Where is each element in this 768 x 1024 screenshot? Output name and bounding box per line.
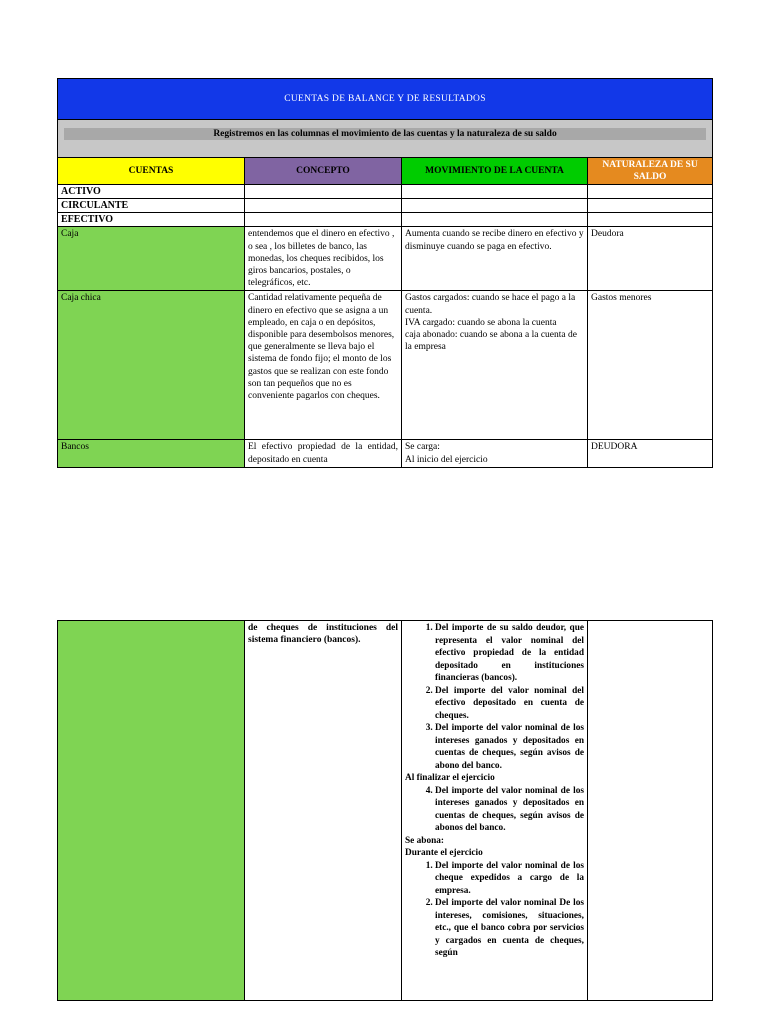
naturaleza-caja: Deudora xyxy=(588,227,713,291)
table-row xyxy=(58,227,713,291)
subtitle-bar xyxy=(58,120,713,158)
naturaleza-bancos-continued xyxy=(588,621,713,1001)
movimiento-bancos xyxy=(402,440,588,468)
column-header-cuentas: CUENTAS xyxy=(58,158,245,185)
concepto-caja-chica: Cantidad relativamente pequeña de dinero en efectivo que se asigna a un empleado, en caja o en depósitos, disponible para desembolsos menores, que generalmente se lleva bajo el sistema de fondo fijo; el monto de los gastos que se realizan con este fondo son tan pequeños que no es conveniente pagarlos con cheques. xyxy=(245,291,402,440)
table-row xyxy=(58,621,713,1001)
list-item: 1. Del importe del valor nominal de los cheque expedidos a cargo de la empresa. xyxy=(435,860,584,898)
balance-table xyxy=(57,78,713,468)
cargo-list-final xyxy=(405,785,584,835)
movimiento-bancos-continued xyxy=(402,621,588,1001)
movimiento-line: Al inicio del ejercicio xyxy=(405,454,488,465)
list-item: 1. Del importe de su saldo deudor, que representa el valor nominal del efectivo propiedad de la entidad depositado en instituciones financieras (bancos). xyxy=(435,622,584,685)
column-header-concepto: CONCEPTO xyxy=(245,158,402,185)
table-row xyxy=(58,291,713,440)
row-label-circulante: CIRCULANTE xyxy=(58,199,245,213)
abono-list xyxy=(405,860,584,960)
list-item: 4. Del importe del valor nominal de los intereses ganados y depositados en cuentas de cheques, según avisos de abonos del banco. xyxy=(435,785,584,835)
concepto-caja: entendemos que el dinero en efectivo , o sea , los billetes de banco, las monedas, los cheques recibidos, los giros bancarios, postales, o telegráficos, etc. xyxy=(245,227,402,291)
movimiento-caja: Aumenta cuando se recibe dinero en efectivo y disminuye cuando se paga en efectivo. xyxy=(402,227,588,291)
movimiento-line: Gastos cargados: cuando se hace el pago a la cuenta. xyxy=(405,293,576,316)
column-header-naturaleza: NATURALEZA DE SU SALDO xyxy=(588,158,713,185)
naturaleza-caja-chica: Gastos menores xyxy=(588,291,713,440)
row-label-efectivo: EFECTIVO xyxy=(58,213,245,227)
account-bancos-continued xyxy=(58,621,245,1001)
section-label: Durante el ejercicio xyxy=(405,848,483,858)
account-bancos: Bancos xyxy=(58,440,245,468)
movimiento-line: IVA cargado: cuando se abona la cuenta xyxy=(405,317,557,328)
list-item: 2. Del importe del valor nominal del efectivo depositado en cuenta de cheques. xyxy=(435,685,584,723)
section-label: Al finalizar el ejercicio xyxy=(405,773,495,783)
movimiento-line: caja abonado: cuando se abona a la cuenta de la empresa xyxy=(405,330,577,353)
section-label: Se abona: xyxy=(405,835,445,846)
list-item: 3. Del importe del valor nominal de los intereses ganados y depositados en cuentas de cheques, según avisos de abono del banco. xyxy=(435,722,584,772)
account-caja-chica: Caja chica xyxy=(58,291,245,440)
table-row xyxy=(58,440,713,468)
column-header-movimiento: MOVIMIENTO DE LA CUENTA xyxy=(402,158,588,185)
subtitle-text: Registremos en las columnas el movimiento de las cuentas y la naturaleza de su saldo xyxy=(64,128,706,140)
concepto-bancos-continued: de cheques de instituciones del sistema financiero (bancos). xyxy=(245,621,402,1001)
continuation-table xyxy=(57,620,713,1001)
list-item: 2. Del importe del valor nominal De los intereses, comisiones, situaciones, etc., que el banco cobra por servicios y cargados en cuenta de cheques, según xyxy=(435,897,584,960)
concepto-bancos: El efectivo propiedad de la entidad, depositado en cuenta xyxy=(245,440,402,468)
movimiento-caja-chica xyxy=(402,291,588,440)
cargo-list xyxy=(405,622,584,772)
naturaleza-bancos: DEUDORA xyxy=(588,440,713,468)
account-caja: Caja xyxy=(58,227,245,291)
page-title: CUENTAS DE BALANCE Y DE RESULTADOS xyxy=(58,79,713,120)
movimiento-line: Se carga: xyxy=(405,442,440,453)
row-label-activo: ACTIVO xyxy=(58,185,245,199)
